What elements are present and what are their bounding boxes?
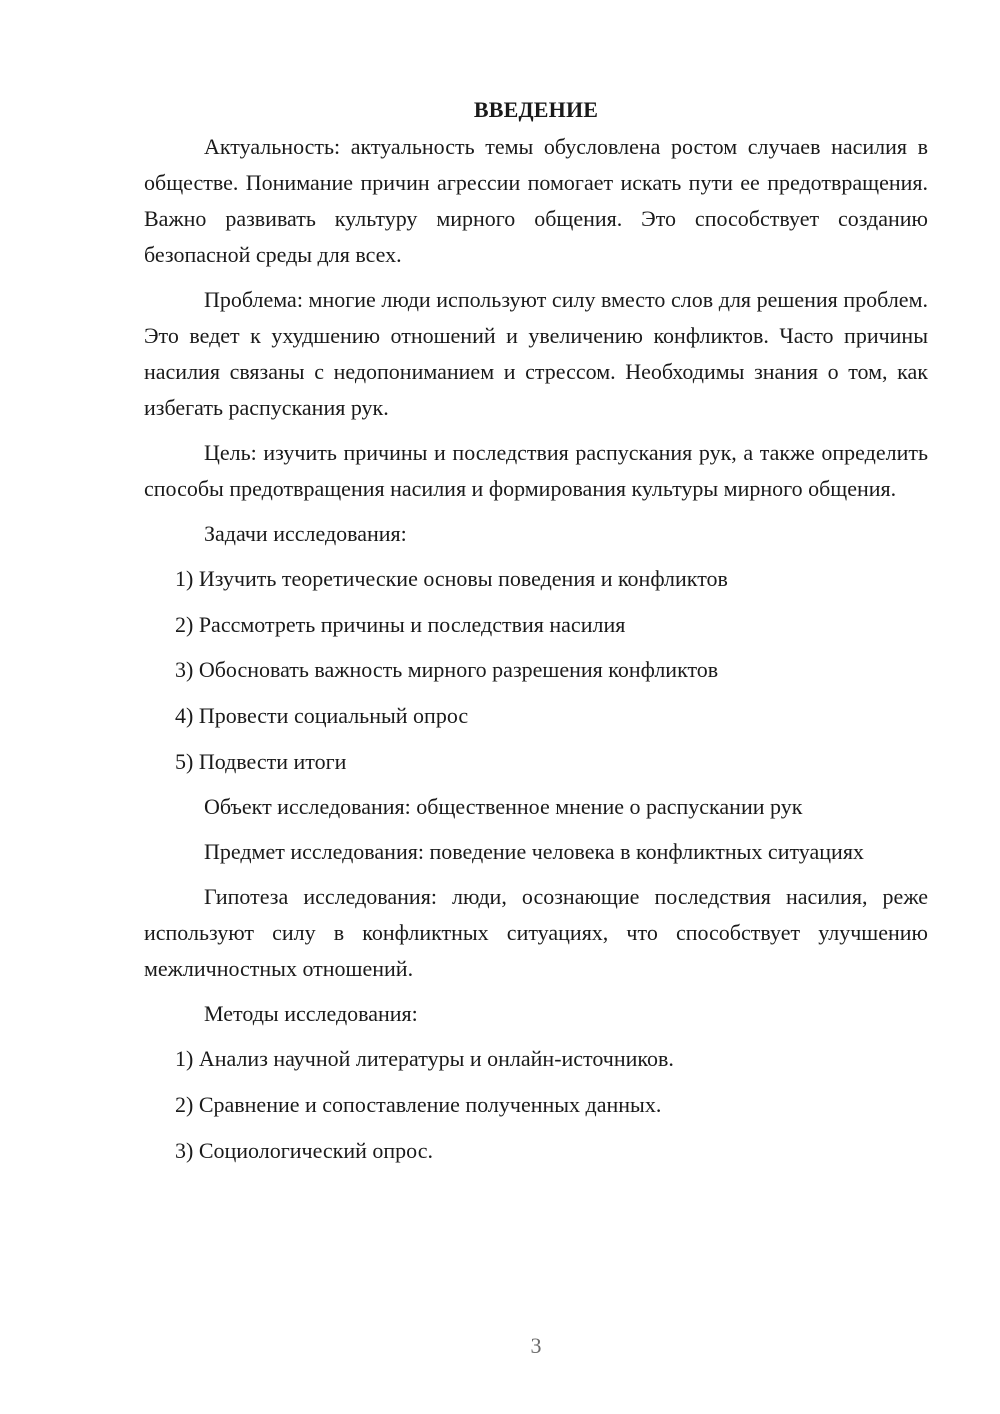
list-item: 3) Социологический опрос. [175,1137,433,1163]
tasks-heading: Задачи исследования: [204,521,407,546]
list-item: 2) Рассмотреть причины и последствия насилия [175,611,626,637]
paragraph-problem: Проблема: многие люди используют силу вместо слов для решения проблем. Это ведет к ухудшению отношений и увеличению конфликтов. Часто причины насилия связаны с недопониманием и стрессом. Необходимы знания о том, как избегать распускания рук. [144,287,928,420]
paragraph-goal: Цель: изучить причины и последствия распускания рук, а также определить способы предотвращения насилия и формирования культуры мирного общения. [144,440,928,501]
list-item: 1) Изучить теоретические основы поведения и конфликтов [175,566,728,591]
paragraph-subject: Предмет исследования: поведение человека в конфликтных ситуациях [204,839,864,865]
list-item: 3) Обосновать важность мирного разрешения конфликтов [175,657,719,683]
methods-list [144,1041,928,1168]
tasks-list [144,561,928,780]
methods-heading: Методы исследования: [204,1001,418,1027]
list-item: 1) Анализ научной литературы и онлайн-источников. [175,1046,674,1072]
list-item: 2) Сравнение и сопоставление полученных данных. [175,1092,662,1118]
document-page [144,92,928,1179]
page-title: ВВЕДЕНИЕ [473,97,599,122]
paragraph-hypothesis: Гипотеза исследования: люди, осознающие последствия насилия, реже используют силу в конфликтных ситуациях, что способствует улучшению межличностных отношений. [144,884,928,982]
page-number: 3 [530,1333,542,1358]
list-item: 5) Подвести итоги [175,748,347,774]
paragraph-relevance: Актуальность: актуальность темы обусловлена ростом случаев насилия в обществе. Понимание причин агрессии помогает искать пути ее предотвращения. Важно развивать культуру мирного общения. Это способствует созданию безопасной среды для всех. [144,134,928,267]
paragraph-object: Объект исследования: общественное мнение о распускании рук [204,794,803,820]
list-item: 4) Провести социальный опрос [175,703,469,729]
